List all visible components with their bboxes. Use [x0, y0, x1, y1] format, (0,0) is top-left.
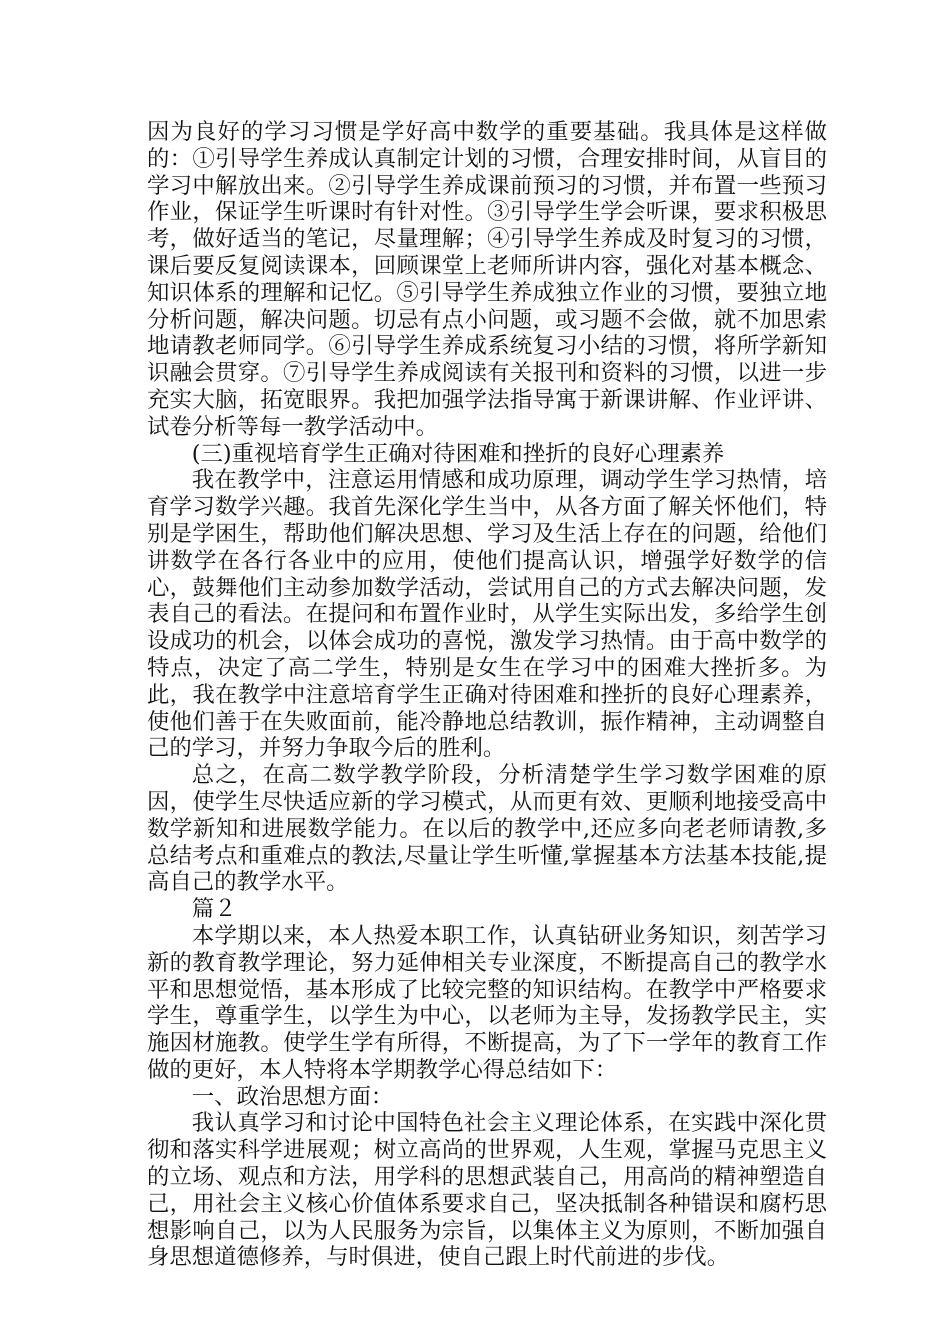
paragraph-political-study: 我认真学习和讨论中国特色社会主义理论体系，在实践中深化贯彻和落实科学进展观；树立高尚的世界观，人生观，掌握马克思主义的立场、观点和方法，用学科的思想武装自己，用高尚的精神塑造自己，用社会主义核心价值体系要求自己，坚决抵制各种错误和腐朽思想影响自己，以为人民服务为宗旨，以集体主义为原则，不断加强自身思想道德修养，与时俱进，使自己跟上时代前进的步伐。: [147, 1110, 827, 1271]
section-heading-politics: 一、政治思想方面：: [191, 1083, 394, 1110]
chapter-label: 篇２: [191, 896, 237, 923]
paragraph-semester-intro: 本学期以来，本人热爱本职工作，认真钻研业务知识，刻苦学习新的教育教学理论，努力延伸相关专业深度，不断提高自己的教学水平和思想觉悟，基本形成了比较完整的知识结构。在教学中严格要求学生，尊重学生，以学生为中心，以老师为主导，发扬教学民主，实施因材施教。使学生学有所得，不断提高，为了下一学年的教育工作做的更好，本人特将本学期教学心得总结如下：: [147, 922, 827, 1083]
paragraph-study-habits: 因为良好的学习习惯是学好高中数学的重要基础。我具体是这样做的：①引导学生养成认真制定计划的习惯，合理安排时间，从盲目的学习中解放出来。②引导学生养成课前预习的习惯，并布置一些预习作业，保证学生听课时有针对性。③引导学生学会听课，要求积极思考，做好适当的笔记，尽量理解；④引导学生养成及时复习的习惯，课后要反复阅读课本，回顾课堂上老师所讲内容，强化对基本概念、知识体系的理解和记忆。⑤引导学生养成独立作业的习惯，要独立地分析问题，解决问题。切忌有点小问题，或习题不会做，就不加思索地请教老师同学。⑥引导学生养成系统复习小结的习惯，将所学新知识融会贯穿。⑦引导学生养成阅读有关报刊和资料的习惯，以进一步充实大脑，拓宽眼界。我把加强学法指导寓于新课讲解、作业评讲、试卷分析等每一教学活动中。: [147, 119, 827, 440]
document-body: [147, 119, 827, 1271]
section-heading-psychology: (三)重视培育学生正确对待困难和挫折的良好心理素养: [191, 440, 725, 467]
paragraph-summary: 总之，在高二数学教学阶段，分析清楚学生学习数学困难的原因，使学生尽快适应新的学习模式，从而更有效、更顺利地接受高中数学新知和进展数学能力。在以后的教学中,还应多向老老师请教,多总结考点和重难点的教法,尽量让学生听懂,掌握基本方法基本技能,提高自己的教学水平。: [147, 762, 827, 896]
paragraph-emotion-success: 我在教学中，注意运用情感和成功原理，调动学生学习热情，培育学习数学兴趣。我首先深化学生当中，从各方面了解关怀他们，特别是学困生，帮助他们解决思想、学习及生活上存在的问题，给他们讲数学在各行各业中的应用，使他们提高认识，增强学好数学的信心，鼓舞他们主动参加数学活动，尝试用自己的方式去解决问题，发表自己的看法。在提问和布置作业时，从学生实际出发，多给学生创设成功的机会，以体会成功的喜悦，激发学习热情。由于高中数学的特点，决定了高二学生，特别是女生在学习中的困难大挫折多。为此，我在教学中注意培育学生正确对待困难和挫折的良好心理素养，使他们善于在失败面前，能冷静地总结教训，振作精神，主动调整自己的学习，并努力争取今后的胜利。: [147, 467, 827, 762]
